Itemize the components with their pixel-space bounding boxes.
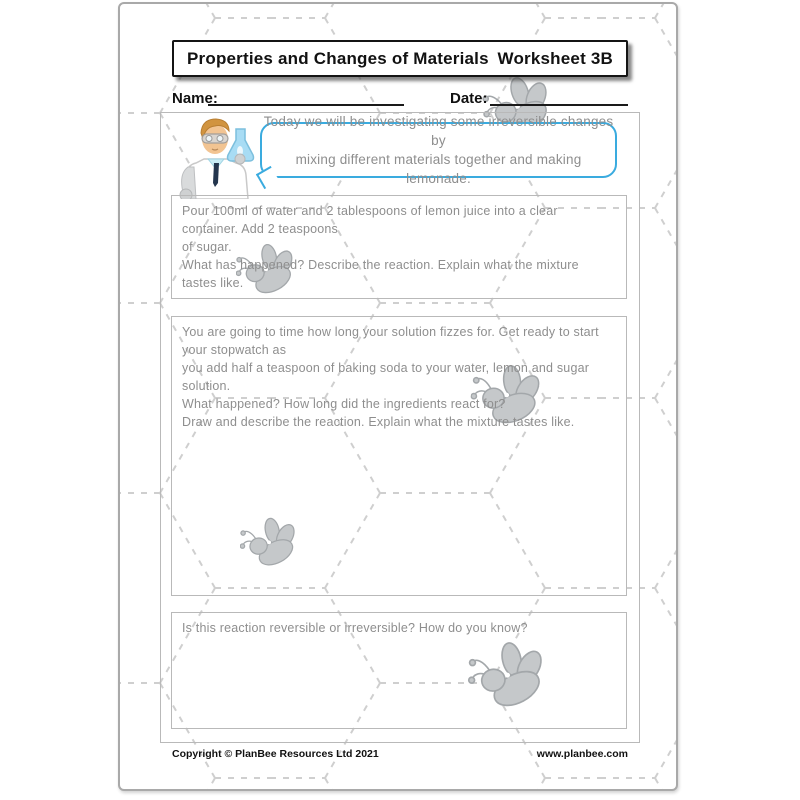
speech-bubble xyxy=(260,114,617,186)
question-box-3 xyxy=(171,612,627,729)
speech-bubble-line-2: mixing different materials together and making lemonade. xyxy=(295,152,582,186)
name-blank-line xyxy=(208,104,404,106)
question-text: Is this reaction reversible or irreversible? How do you know? xyxy=(182,621,528,635)
question-text: You are going to time how long your solution fizzes for. Get ready to start your stopwatch as xyxy=(182,325,599,357)
question-box-1 xyxy=(171,195,627,299)
scientist-illustration xyxy=(174,115,267,199)
worksheet-page xyxy=(118,2,678,791)
worksheet-number: Worksheet 3B xyxy=(497,48,613,68)
question-text: Pour 100ml of water and 2 tablespoons of lemon juice into a clear container. Add 2 teaspoons xyxy=(182,204,558,236)
worksheet-header xyxy=(172,40,628,77)
worksheet-footer xyxy=(172,748,628,760)
question-text: What has happened? Describe the reaction. Explain what the mixture tastes like. xyxy=(182,258,579,290)
copyright-text: Copyright © PlanBee Resources Ltd 2021 xyxy=(172,748,379,760)
name-date-row xyxy=(172,90,628,110)
page-title: Properties and Changes of Materials xyxy=(187,48,489,68)
name-label: Name: xyxy=(172,90,218,107)
website-text: www.planbee.com xyxy=(536,748,628,760)
question-text: Draw and describe the reaction. Explain what the mixture tastes like. xyxy=(182,415,575,429)
question-text: you add half a teaspoon of baking soda to your water, lemon and sugar solution. xyxy=(182,361,590,393)
question-text: of sugar. xyxy=(182,240,232,254)
worksheet-body xyxy=(160,112,640,743)
date-blank-line xyxy=(490,104,628,106)
speech-bubble-line-1: Today we will be investigating some irreversible changes by xyxy=(263,114,614,148)
question-text: What happened? How long did the ingredients react for? xyxy=(182,397,506,411)
date-label: Date: xyxy=(450,90,488,107)
question-box-2 xyxy=(171,316,627,596)
